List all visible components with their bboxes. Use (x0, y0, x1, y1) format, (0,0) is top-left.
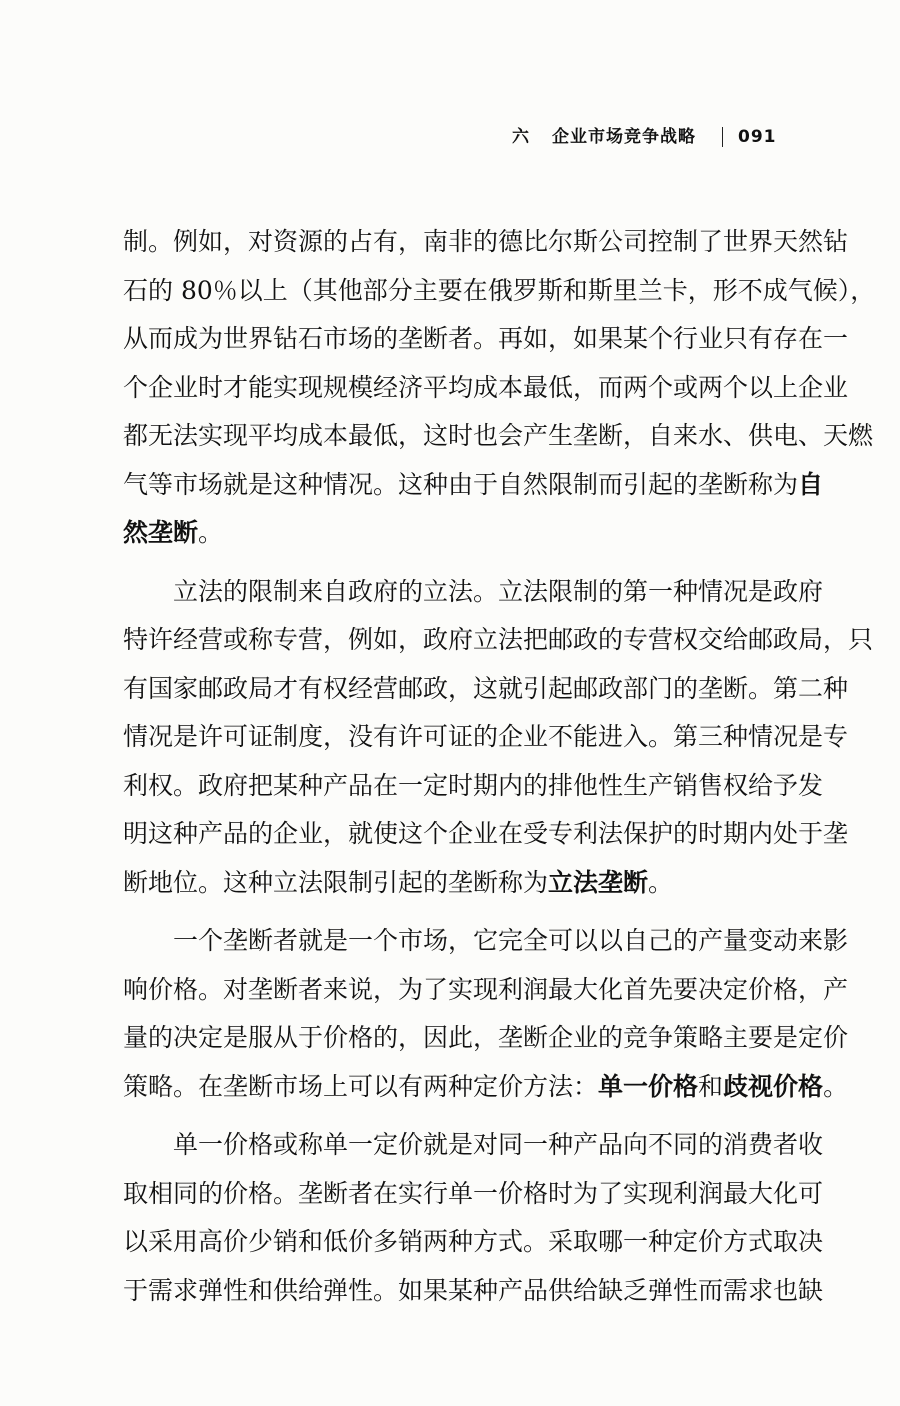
term-bold: 歧视价格 (723, 1071, 824, 1101)
text-line: 明这种产品的企业，就使这个企业在受专利法保护的时期内处于垄 (123, 819, 849, 848)
paragraph-legal-monopoly (123, 568, 874, 908)
text-line: 情况是许可证制度，没有许可证的企业不能进入。第三种情况是专 (123, 722, 849, 751)
text-line: 策略。在垄断市场上可以有两种定价方法：单一价格和歧视价格。 (123, 1071, 849, 1101)
text-line: 立法的限制来自政府的立法。立法限制的第一种情况是政府 (123, 576, 824, 606)
chapter-title: 企业市场竞争战略 (552, 127, 696, 147)
page-number: 091 (738, 127, 777, 147)
body-text (123, 218, 876, 1315)
chapter-number: 六 (512, 127, 529, 147)
text-line: 以采用高价少销和低价多销两种方式。采取哪一种定价方式取决 (123, 1227, 824, 1256)
text-line: 响价格。对垄断者来说，为了实现利润最大化首先要决定价格，产 (123, 974, 849, 1004)
term-bold: 然垄断 (123, 518, 199, 547)
header-divider (722, 127, 723, 147)
text-line: 特许经营或称专营，例如，政府立法把邮政的专营权交给邮政局，只 (123, 625, 874, 654)
text-line: 于需求弹性和供给弹性。如果某种产品供给缺乏弹性而需求也缺 (123, 1275, 824, 1305)
text-line: 石的 80％以上（其他部分主要在俄罗斯和斯里兰卡，形不成气候）， (123, 275, 876, 305)
term-bold: 单一价格 (598, 1071, 699, 1101)
term-bold: 自 (798, 469, 824, 499)
paragraph-single-price (123, 1121, 824, 1315)
text-line: 利权。政府把某种产品在一定时期内的排他性生产销售权给予发 (123, 770, 824, 800)
text-line: 都无法实现平均成本最低，这时也会产生垄断，自来水、供电、天燃 (123, 421, 874, 450)
text-line: 气等市场就是这种情况。这种由于自然限制而引起的垄断称为自 (123, 469, 824, 499)
term-bold: 立法垄断 (548, 867, 649, 897)
text-line: 单一价格或称单一定价就是对同一种产品向不同的消费者收 (123, 1130, 824, 1159)
text-line: 量的决定是服从于价格的，因此，垄断企业的竞争策略主要是定价 (123, 1023, 849, 1052)
text-line: 一个垄断者就是一个市场，它完全可以以自己的产量变动来影 (123, 926, 849, 955)
paragraph-pricing-strategy (123, 917, 849, 1111)
text-line: 从而成为世界钻石市场的垄断者。再如，如果某个行业只有存在一 (123, 324, 849, 353)
text-line: 个企业时才能实现规模经济平均成本最低，而两个或两个以上企业 (123, 372, 849, 402)
text-line: 然垄断。 (123, 518, 224, 547)
text-line: 有国家邮政局才有权经营邮政，这就引起邮政部门的垄断。第二种 (123, 673, 849, 703)
text-line: 取相同的价格。垄断者在实行单一价格时为了实现利润最大化可 (123, 1178, 824, 1208)
text-line: 制。例如，对资源的占有，南非的德比尔斯公司控制了世界天然钻 (123, 227, 849, 256)
running-header (500, 122, 790, 152)
paragraph-natural-monopoly (123, 218, 876, 558)
text-line: 断地位。这种立法限制引起的垄断称为立法垄断。 (123, 867, 674, 897)
